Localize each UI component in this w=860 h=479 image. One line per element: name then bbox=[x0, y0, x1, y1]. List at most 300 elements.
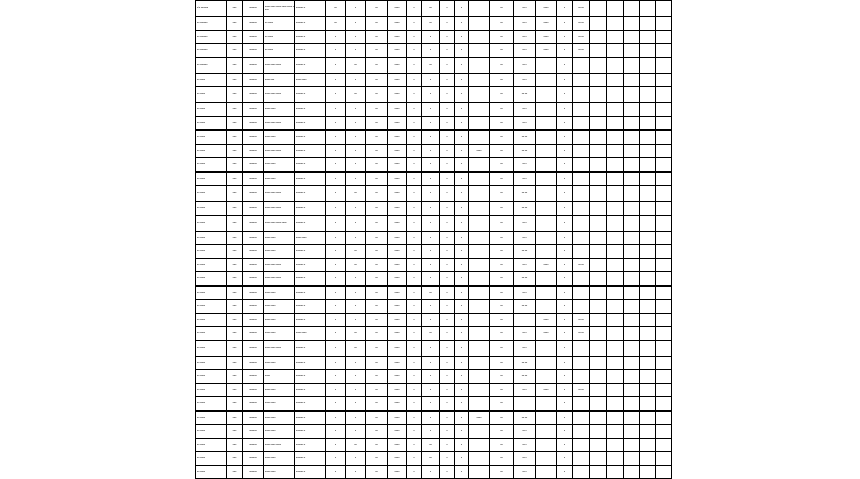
table-cell: aaaa aaaa aaaa aaaa aaaa aaaa bbox=[264, 1, 295, 17]
table-cell: a bbox=[440, 272, 455, 286]
table-cell: a bbox=[326, 44, 346, 58]
table-cell: aaaa aaaa aaaa bbox=[264, 116, 295, 130]
table-cell: aaaaaa a bbox=[295, 87, 326, 103]
table-cell bbox=[469, 172, 490, 186]
table-cell: aa bbox=[490, 172, 514, 186]
table-row bbox=[196, 130, 672, 144]
table-cell: aaaa aaaa bbox=[295, 73, 326, 87]
table-cell: aaaa bbox=[388, 452, 407, 466]
table-cell: aa aa bbox=[573, 383, 590, 397]
table-cell: aa aaaa bbox=[196, 245, 227, 259]
table-cell: a bbox=[455, 202, 469, 216]
table-cell: a bbox=[440, 340, 455, 356]
table-cell: a bbox=[557, 57, 573, 73]
table-row bbox=[196, 300, 672, 314]
table-cell bbox=[656, 452, 672, 466]
table-cell: aa bbox=[366, 411, 388, 425]
table-cell: a bbox=[346, 313, 366, 327]
table-cell: a bbox=[346, 103, 366, 117]
table-cell: aaaa bbox=[388, 87, 407, 103]
table-cell: aa bbox=[366, 30, 388, 44]
table-cell: aaaa aaaa aaaa bbox=[264, 202, 295, 216]
table-cell bbox=[590, 397, 607, 411]
table-cell: a bbox=[326, 103, 346, 117]
table-cell bbox=[590, 272, 607, 286]
table-cell bbox=[607, 272, 624, 286]
table-cell: aaaa bbox=[388, 57, 407, 73]
table-cell: aaaa aaaa bbox=[264, 231, 295, 245]
table-cell bbox=[469, 397, 490, 411]
table-row bbox=[196, 158, 672, 172]
table-cell bbox=[624, 383, 640, 397]
table-cell bbox=[590, 313, 607, 327]
table-row bbox=[196, 313, 672, 327]
table-cell bbox=[640, 215, 656, 231]
table-cell: aaaaaa a bbox=[295, 286, 326, 300]
table-cell: aa a bbox=[514, 158, 536, 172]
table-cell bbox=[624, 452, 640, 466]
table-cell: a bbox=[557, 17, 573, 31]
table-cell: aa bbox=[366, 258, 388, 272]
table-cell: aa bbox=[366, 383, 388, 397]
table-cell bbox=[573, 425, 590, 439]
table-cell: a bbox=[346, 397, 366, 411]
table-cell bbox=[656, 300, 672, 314]
table-cell: aaaa bbox=[388, 286, 407, 300]
table-cell: aaaa aaaa aaaa bbox=[264, 272, 295, 286]
table-cell: aaaa bbox=[388, 1, 407, 17]
table-cell: aaaaaa a bbox=[295, 411, 326, 425]
table-cell: aaa bbox=[227, 57, 243, 73]
table-cell bbox=[469, 130, 490, 144]
table-cell: aa bbox=[366, 245, 388, 259]
table-cell: aa bbox=[490, 245, 514, 259]
table-cell bbox=[469, 103, 490, 117]
table-cell: a bbox=[440, 300, 455, 314]
table-row bbox=[196, 215, 672, 231]
table-cell: aa aaaa bbox=[196, 172, 227, 186]
table-cell: aa aaaa bbox=[196, 286, 227, 300]
table-cell: a bbox=[455, 258, 469, 272]
table-cell: aa a bbox=[514, 116, 536, 130]
table-cell: aaaaaa a bbox=[295, 44, 326, 58]
table-cell bbox=[469, 300, 490, 314]
table-cell bbox=[607, 186, 624, 202]
table-cell bbox=[590, 172, 607, 186]
table-cell bbox=[624, 313, 640, 327]
table-cell bbox=[590, 258, 607, 272]
table-cell: aa bbox=[366, 452, 388, 466]
table-cell: a bbox=[326, 57, 346, 73]
table-cell bbox=[590, 245, 607, 259]
table-cell: a bbox=[455, 245, 469, 259]
table-cell bbox=[656, 245, 672, 259]
table-cell: a bbox=[422, 425, 440, 439]
table-cell: a bbox=[557, 356, 573, 370]
table-cell: aa bbox=[346, 258, 366, 272]
table-cell: a bbox=[440, 231, 455, 245]
table-row bbox=[196, 231, 672, 245]
table-cell bbox=[656, 17, 672, 31]
table-cell: aaaaaa bbox=[243, 245, 264, 259]
table-cell: aa bbox=[326, 17, 346, 31]
table-cell bbox=[607, 370, 624, 384]
table-cell: aa bbox=[366, 313, 388, 327]
table-cell bbox=[590, 44, 607, 58]
table-cell: aaaaaa a bbox=[295, 300, 326, 314]
table-cell: a bbox=[407, 370, 422, 384]
table-cell: aa bbox=[490, 300, 514, 314]
table-cell bbox=[624, 116, 640, 130]
table-cell bbox=[590, 202, 607, 216]
table-cell: a bbox=[557, 202, 573, 216]
table-cell: aa aa bbox=[514, 186, 536, 202]
table-cell: a bbox=[326, 116, 346, 130]
table-cell: a bbox=[422, 356, 440, 370]
table-cell: aaaaaa a bbox=[295, 116, 326, 130]
table-cell: a bbox=[346, 286, 366, 300]
table-cell bbox=[469, 465, 490, 479]
table-cell: a bbox=[407, 286, 422, 300]
table-cell bbox=[536, 116, 557, 130]
table-cell: a bbox=[326, 186, 346, 202]
table-cell: a bbox=[440, 258, 455, 272]
table-cell: a bbox=[455, 356, 469, 370]
table-cell: a bbox=[455, 300, 469, 314]
table-cell bbox=[469, 383, 490, 397]
table-cell: a bbox=[557, 313, 573, 327]
table-cell bbox=[573, 103, 590, 117]
table-cell: a bbox=[557, 465, 573, 479]
table-cell: a bbox=[440, 57, 455, 73]
table-cell: a bbox=[440, 215, 455, 231]
table-cell: aa aaaa bbox=[196, 425, 227, 439]
table-cell: a bbox=[346, 411, 366, 425]
table-cell bbox=[607, 286, 624, 300]
table-row bbox=[196, 327, 672, 341]
table-cell bbox=[536, 172, 557, 186]
table-cell: aa aaaa bbox=[196, 452, 227, 466]
table-cell: aaaa bbox=[536, 17, 557, 31]
table-cell bbox=[469, 215, 490, 231]
table-cell: aaaa bbox=[388, 44, 407, 58]
table-cell: aaaaaa a bbox=[295, 30, 326, 44]
table-cell: aaaa aaaa bbox=[264, 158, 295, 172]
table-cell bbox=[514, 313, 536, 327]
table-cell bbox=[573, 340, 590, 356]
table-cell: a bbox=[557, 172, 573, 186]
table-cell: aaaa aaaa bbox=[264, 245, 295, 259]
table-cell bbox=[624, 300, 640, 314]
table-cell: aaaa aaaa bbox=[295, 327, 326, 341]
table-cell: a bbox=[346, 465, 366, 479]
table-cell bbox=[624, 425, 640, 439]
table-row bbox=[196, 202, 672, 216]
table-cell: aaaaaa bbox=[243, 103, 264, 117]
table-cell bbox=[607, 130, 624, 144]
table-cell bbox=[624, 397, 640, 411]
table-cell: aaa bbox=[227, 103, 243, 117]
table-cell: aa aaaa bbox=[196, 202, 227, 216]
table-cell bbox=[656, 116, 672, 130]
table-cell bbox=[624, 158, 640, 172]
table-cell: aaaaaa a bbox=[295, 1, 326, 17]
table-cell bbox=[469, 370, 490, 384]
table-cell: a bbox=[326, 286, 346, 300]
table-cell: aa bbox=[490, 383, 514, 397]
table-cell: aaaaaa bbox=[243, 130, 264, 144]
table-cell: a bbox=[422, 202, 440, 216]
table-cell: a bbox=[440, 202, 455, 216]
table-row bbox=[196, 73, 672, 87]
table-cell: aaaa bbox=[388, 313, 407, 327]
table-cell bbox=[640, 87, 656, 103]
table-cell bbox=[640, 1, 656, 17]
table-cell: aaaa bbox=[469, 411, 490, 425]
table-cell: aaaa bbox=[388, 73, 407, 87]
table-cell bbox=[656, 202, 672, 216]
table-cell bbox=[514, 397, 536, 411]
table-cell bbox=[590, 465, 607, 479]
table-cell: a bbox=[346, 370, 366, 384]
table-cell: aaaaaa bbox=[243, 397, 264, 411]
table-cell: a bbox=[422, 30, 440, 44]
table-cell bbox=[640, 370, 656, 384]
table-cell: aa bbox=[490, 438, 514, 452]
table-cell bbox=[573, 73, 590, 87]
table-cell bbox=[656, 356, 672, 370]
table-cell: aa aa bbox=[573, 1, 590, 17]
table-cell: a bbox=[557, 258, 573, 272]
table-cell bbox=[640, 73, 656, 87]
table-cell bbox=[590, 327, 607, 341]
table-cell: aaaa aaaa bbox=[264, 425, 295, 439]
table-cell: a bbox=[326, 425, 346, 439]
table-cell: aaaaaa bbox=[243, 356, 264, 370]
table-cell bbox=[536, 144, 557, 158]
table-cell bbox=[590, 425, 607, 439]
table-cell: a bbox=[557, 286, 573, 300]
table-cell bbox=[656, 57, 672, 73]
table-cell bbox=[536, 272, 557, 286]
table-cell: aaa bbox=[227, 172, 243, 186]
table-cell: aaaaaa bbox=[243, 370, 264, 384]
table-cell bbox=[536, 158, 557, 172]
table-cell bbox=[656, 313, 672, 327]
table-cell: a bbox=[407, 272, 422, 286]
table-cell: a bbox=[346, 425, 366, 439]
table-cell: aaaaaa a bbox=[295, 272, 326, 286]
table-cell bbox=[624, 438, 640, 452]
table-cell bbox=[624, 17, 640, 31]
table-cell: aaa bbox=[227, 1, 243, 17]
table-cell bbox=[656, 103, 672, 117]
table-cell: aa bbox=[366, 44, 388, 58]
spreadsheet-page bbox=[195, 0, 641, 473]
table-cell: aa bbox=[490, 1, 514, 17]
table-cell: aaaaaa a bbox=[295, 370, 326, 384]
table-cell bbox=[607, 425, 624, 439]
table-cell: aaaaaa a bbox=[295, 215, 326, 231]
table-cell: aaaa aaaa bbox=[264, 103, 295, 117]
table-cell: aa aaaa bbox=[264, 44, 295, 58]
table-cell: a bbox=[346, 356, 366, 370]
table-cell bbox=[624, 340, 640, 356]
table-cell: aaaa aaaa aaaa bbox=[264, 340, 295, 356]
table-row bbox=[196, 383, 672, 397]
table-cell: aa bbox=[346, 186, 366, 202]
table-cell: aa bbox=[366, 397, 388, 411]
table-cell bbox=[607, 258, 624, 272]
table-cell: a bbox=[440, 172, 455, 186]
table-cell bbox=[590, 144, 607, 158]
table-cell: a bbox=[326, 215, 346, 231]
table-cell bbox=[624, 44, 640, 58]
table-cell bbox=[640, 327, 656, 341]
table-cell bbox=[656, 1, 672, 17]
table-cell: aaaaaa a bbox=[295, 313, 326, 327]
table-cell bbox=[656, 438, 672, 452]
table-cell bbox=[624, 411, 640, 425]
table-cell: aaaa bbox=[388, 356, 407, 370]
table-cell bbox=[656, 130, 672, 144]
table-cell: a bbox=[455, 172, 469, 186]
table-cell: a bbox=[440, 73, 455, 87]
table-cell bbox=[590, 186, 607, 202]
table-cell: aa bbox=[490, 158, 514, 172]
table-cell: a bbox=[407, 158, 422, 172]
table-cell: a bbox=[422, 186, 440, 202]
table-cell bbox=[640, 272, 656, 286]
table-cell bbox=[536, 370, 557, 384]
table-cell: a bbox=[455, 370, 469, 384]
table-cell: aaaa aaa bbox=[264, 73, 295, 87]
table-cell: aa a bbox=[514, 383, 536, 397]
table-cell: aa bbox=[366, 130, 388, 144]
table-cell: aaaa bbox=[388, 172, 407, 186]
table-cell: a bbox=[440, 411, 455, 425]
table-cell: aaaaaa bbox=[243, 186, 264, 202]
table-cell: a bbox=[422, 103, 440, 117]
table-cell: aaaa bbox=[388, 370, 407, 384]
table-cell bbox=[573, 186, 590, 202]
table-cell: a bbox=[557, 144, 573, 158]
table-cell bbox=[624, 286, 640, 300]
table-cell: a bbox=[407, 144, 422, 158]
table-cell: a bbox=[326, 172, 346, 186]
table-cell bbox=[573, 452, 590, 466]
table-cell: aaaa aaaa bbox=[264, 452, 295, 466]
table-cell: aa aaaa bbox=[196, 370, 227, 384]
table-cell: aa bbox=[490, 44, 514, 58]
table-cell: aaaa aaaa aaaa bbox=[264, 87, 295, 103]
table-row bbox=[196, 17, 672, 31]
table-cell: aa a bbox=[514, 327, 536, 341]
table-cell bbox=[607, 438, 624, 452]
table-cell: a bbox=[557, 272, 573, 286]
table-row bbox=[196, 144, 672, 158]
table-cell: aaaa bbox=[388, 158, 407, 172]
table-cell: aaaa bbox=[388, 17, 407, 31]
table-cell: a bbox=[407, 186, 422, 202]
table-cell: a bbox=[455, 87, 469, 103]
table-cell bbox=[607, 340, 624, 356]
table-cell: a bbox=[440, 356, 455, 370]
table-cell: a bbox=[440, 383, 455, 397]
table-cell: aaaaaa bbox=[243, 425, 264, 439]
table-cell bbox=[607, 87, 624, 103]
table-cell bbox=[573, 465, 590, 479]
table-cell: aaa bbox=[227, 116, 243, 130]
table-cell: aaaaaa a bbox=[295, 186, 326, 202]
table-cell bbox=[469, 425, 490, 439]
table-row bbox=[196, 87, 672, 103]
table-cell: aa bbox=[490, 202, 514, 216]
table-cell bbox=[640, 258, 656, 272]
table-cell: aa bbox=[346, 245, 366, 259]
table-cell: a bbox=[346, 300, 366, 314]
table-cell: aa a bbox=[514, 44, 536, 58]
table-cell: a bbox=[455, 425, 469, 439]
table-cell: aa bbox=[366, 340, 388, 356]
table-cell bbox=[536, 425, 557, 439]
table-cell: aa bbox=[366, 356, 388, 370]
table-cell: aaaa bbox=[388, 340, 407, 356]
table-cell: aaa bbox=[227, 258, 243, 272]
table-cell: a bbox=[557, 1, 573, 17]
table-cell bbox=[573, 438, 590, 452]
table-cell bbox=[640, 245, 656, 259]
table-cell: a bbox=[422, 340, 440, 356]
table-cell: aaaa bbox=[388, 144, 407, 158]
table-cell bbox=[573, 130, 590, 144]
table-cell: a bbox=[557, 73, 573, 87]
table-cell: aaa bbox=[227, 30, 243, 44]
table-cell: aa aaaa bbox=[196, 340, 227, 356]
table-cell bbox=[640, 452, 656, 466]
table-cell: a bbox=[326, 313, 346, 327]
table-row bbox=[196, 116, 672, 130]
table-cell: aaaaaa bbox=[243, 215, 264, 231]
table-cell bbox=[624, 87, 640, 103]
table-row bbox=[196, 245, 672, 259]
table-cell bbox=[656, 73, 672, 87]
table-cell: aaaa aaaa bbox=[264, 411, 295, 425]
table-cell bbox=[640, 340, 656, 356]
table-cell bbox=[607, 103, 624, 117]
table-cell: aa aa bbox=[514, 87, 536, 103]
table-cell bbox=[656, 411, 672, 425]
table-cell: a bbox=[455, 103, 469, 117]
table-cell bbox=[590, 411, 607, 425]
table-cell bbox=[656, 30, 672, 44]
table-cell bbox=[469, 57, 490, 73]
table-cell bbox=[536, 438, 557, 452]
table-cell: aaaaaa a bbox=[295, 258, 326, 272]
table-cell: aaa bbox=[227, 370, 243, 384]
table-cell: a bbox=[440, 425, 455, 439]
table-cell bbox=[469, 438, 490, 452]
table-cell: aa aa bbox=[514, 202, 536, 216]
table-cell: aaaa aaaa aaaa bbox=[264, 438, 295, 452]
table-cell: aa bbox=[366, 73, 388, 87]
table-cell: a bbox=[326, 144, 346, 158]
table-cell bbox=[536, 356, 557, 370]
table-cell: a bbox=[440, 370, 455, 384]
table-cell bbox=[536, 465, 557, 479]
table-cell: a bbox=[440, 103, 455, 117]
table-cell bbox=[573, 397, 590, 411]
